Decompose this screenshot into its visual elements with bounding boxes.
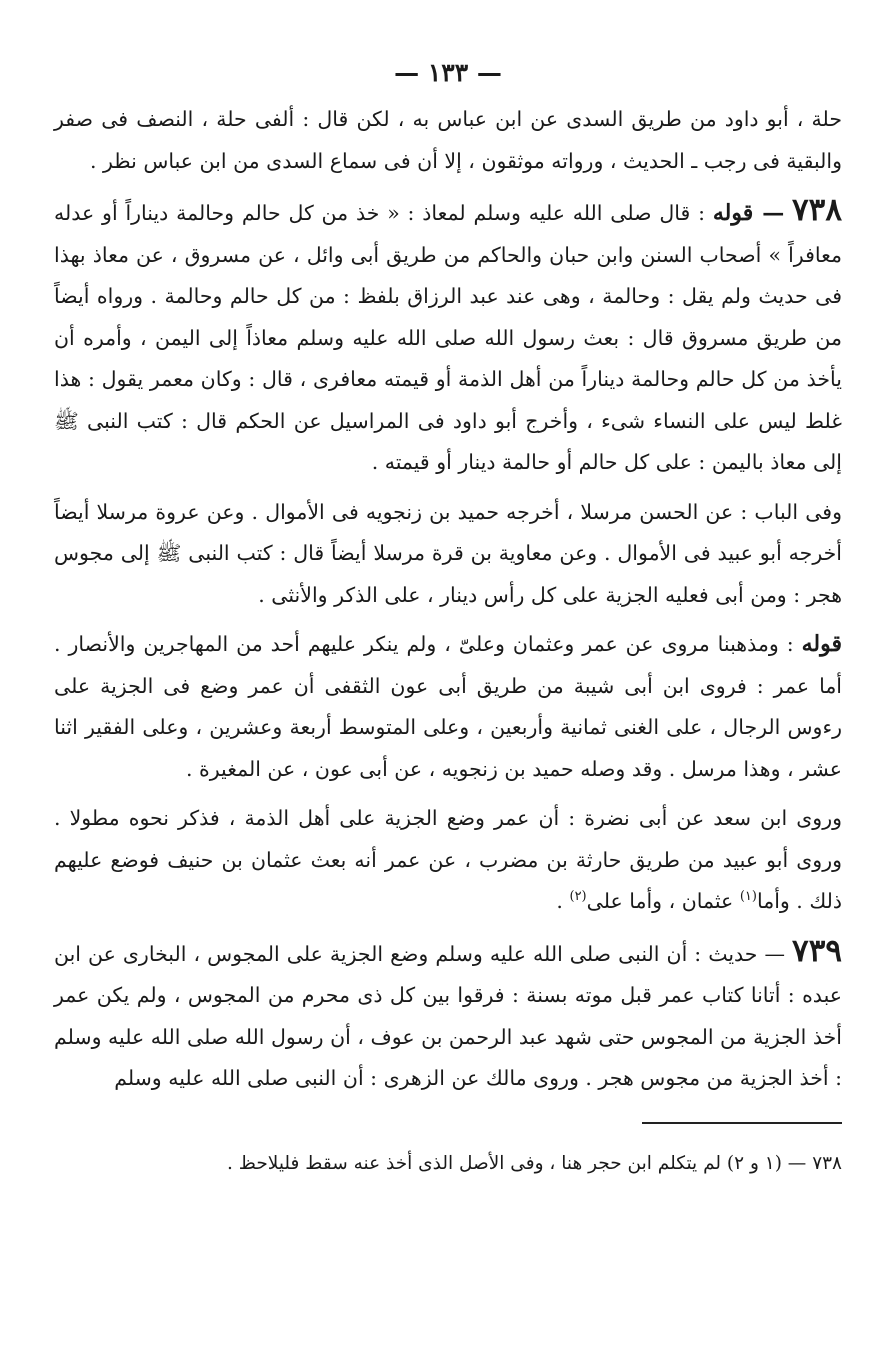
paragraph-1: حلة ، أبو داود من طريق السدى عن ابن عباس به ، لكن قال : ألفى حلة ، النصف فى صفر والبقية فى رجب ـ الحديث ، ورواته موثقون ، إلا أن فى سماع السدى من ابن عباس نظر . [54,107,842,173]
footnote-ref-2[interactable]: (٢) [569,889,587,905]
paragraph-bab: وفى الباب : عن الحسن مرسلا ، أخرجه حميد بن زنجويه فى الأموال . وعن عروة مرسلا أيضاً أخرجه أبو عبيد فى الأموال . وعن معاوية بن قرة مرسلا أيضاً قال : كتب النبى ﷺ إلى مجوس هجر : ومن أبى فعليه الجزية على كل رأس دينار ، على الذكر والأنثى . [54,499,842,607]
hadith-number-738: ٧٣٨ [792,192,842,228]
paragraph-qawluhu [54,624,842,790]
paragraph-ibn-saad [54,798,842,923]
paragraph-739 [54,931,842,1100]
paragraph-739-text: — حديث : أن النبى صلى الله عليه وسلم وضع الجزية على المجوس ، البخارى عن ابن عبده : أتانا كتاب عمر قبل موته بسنة : فرقوا بين كل ذى محرم من المجوس ، ولم يكن عمر أخذ الجزية من المجوس حتى شهد عبد الرحمن بن عوف ، أن رسول الله صلى الله عليه وسلم : أخذ الجزية من مجوس هجر . وروى مالك عن الزهرى : أن النبى صلى الله عليه وسلم [54,941,842,1090]
qawluhu-keyword: — قوله [712,200,785,226]
paragraph-738 [54,190,842,484]
hadith-number-739: ٧٣٩ [792,932,842,969]
page-number: — ١٣٣ — [394,58,502,87]
paragraph-qawluhu-text: : ومذهبنا مروى عن عمر وعثمان وعلىّ ، ولم ينكر عليهم أحد من المهاجرين والأنصار . أما عمر : فروى ابن أبى شيبة من طريق أبى عون الثقفى أن عمر وضع فى الجزية على رءوس الرجال ، على الغنى ثمانية وأربعين ، وعلى المتوسط أربعة وعشرين ، وعلى الفقير اثنا عشر ، وهذا مرسل . وقد وصله حميد بن زنجويه ، عن أبى عون ، عن المغيرة . [54,632,842,781]
paragraph-738-text: : قال صلى الله عليه وسلم لمعاذ : « خذ من كل حالم وحالمة ديناراً أو عدله معافراً » أصحاب السنن وابن حبان والحاكم من طريق أبى وائل ، عن مسروق ، عن معاذ بهذا فى حديث ولم يقل : وحالمة ، وهى عند عبد الرزاق بلفظ : من كل حالم وحالمة . ورواه أيضاً من طريق مسروق قال : بعث رسول الله صلى الله عليه وسلم معاذاً إلى اليمن ، وأمره أن يأخذ من كل حالم وحالمة ديناراً من أهل الذمة أو قيمته معافرى ، قال : وكان معمر يقول : هذا غلط ليس على النساء شىء ، وأخرج أبو داود فى المراسيل عن الحكم قال : كتب النبى ﷺ إلى معاذ باليمن : على كل حالم أو حالمة دينار أو قيمته . [54,201,842,474]
paragraph-ibn-saad-text-b: عثمان ، وأما على [586,889,734,913]
footnote: ٧٣٨ — (١ و ٢) لم يتكلم ابن حجر هنا ، وفى الأصل الذى أخذ عنه سقط فليلاحظ . [227,1152,842,1174]
paragraph-ibn-saad-text-c: . [556,889,563,913]
footnote-divider [642,1122,842,1124]
paragraph-ibn-saad-text-a: وروى ابن سعد عن أبى نضرة : أن عمر وضع الجزية على أهل الذمة ، فذكر نحوه مطولا . وروى أبو عبيد من طريق حارثة بن مضرب ، عن عمر أنه بعث عثمان بن حنيف فوضع عليهم ذلك . وأما [54,806,842,913]
qawluhu-keyword: قوله [801,631,842,657]
footnote-ref-1[interactable]: (١) [739,889,757,905]
